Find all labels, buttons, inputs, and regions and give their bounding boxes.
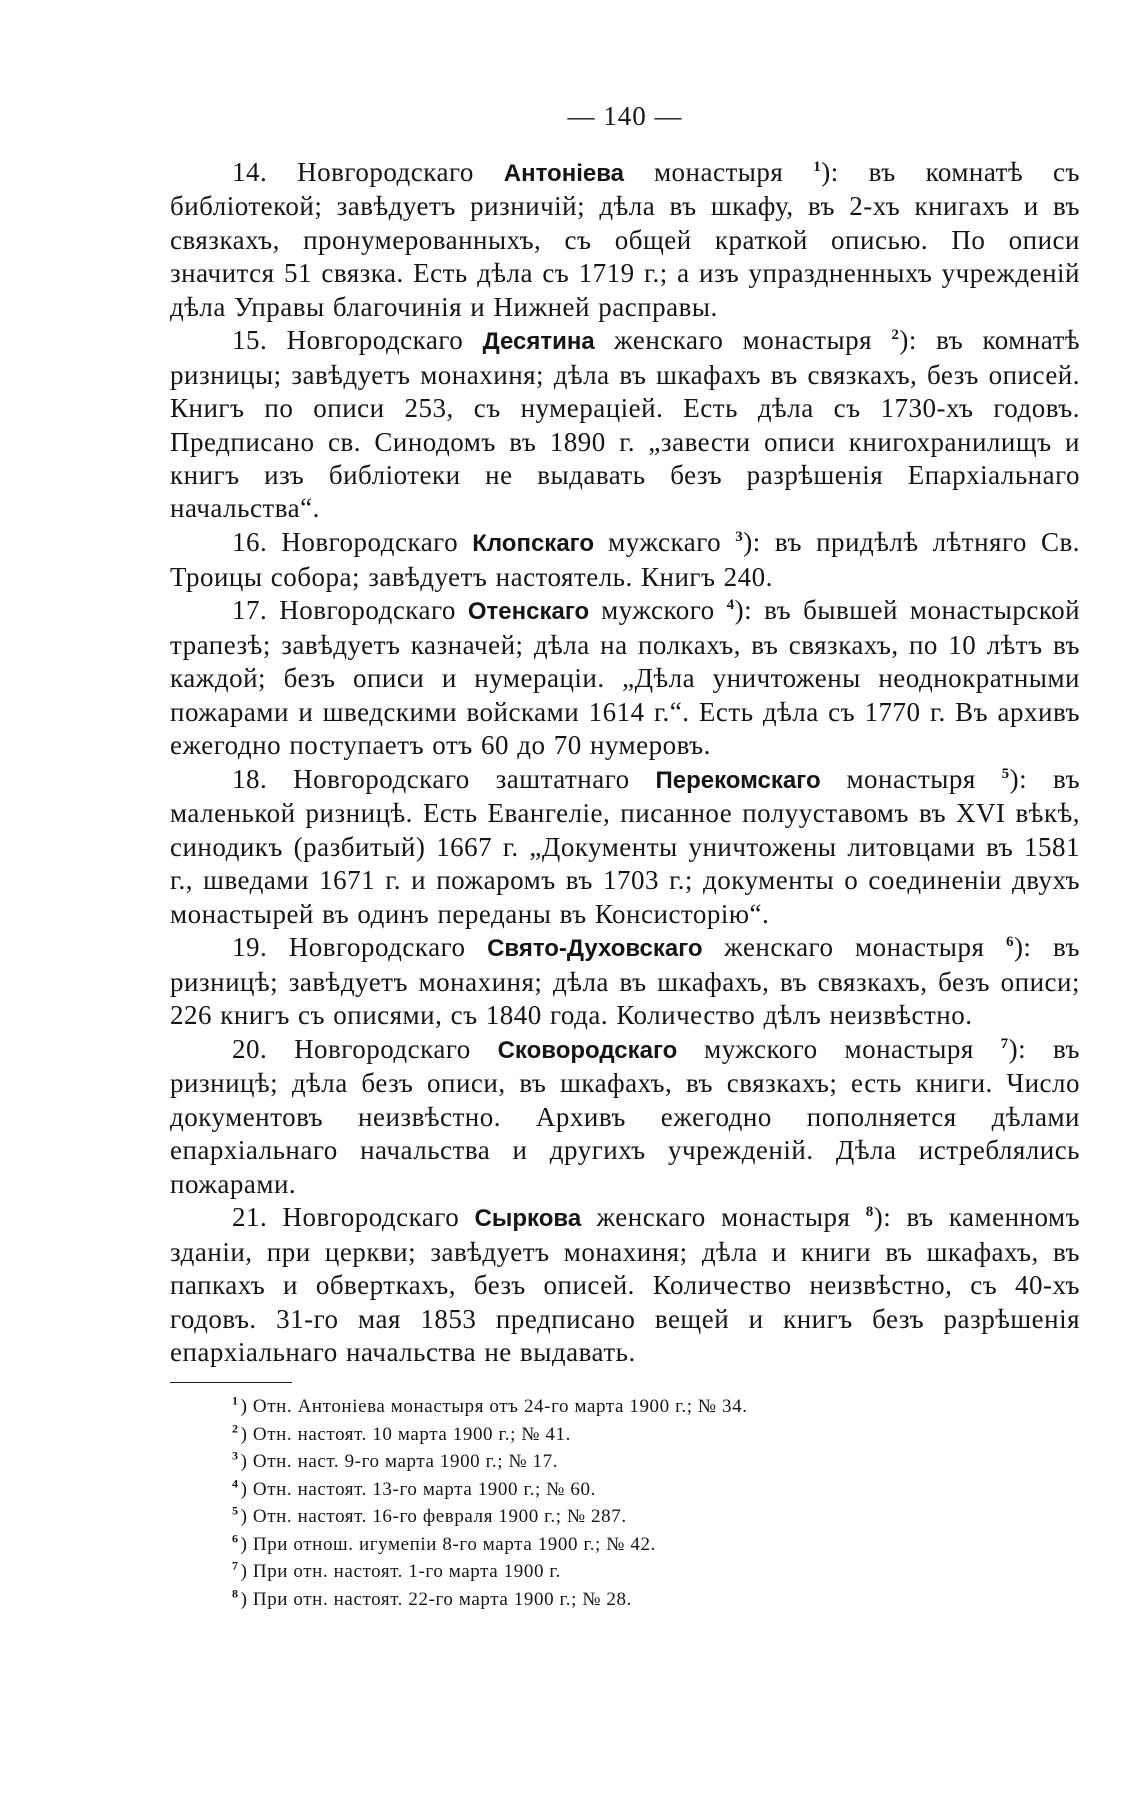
footnote-ref: 5	[1001, 765, 1010, 782]
entry-16	[170, 526, 1080, 594]
page-number: — 140 —	[567, 101, 683, 131]
entry-city: Новгородскаго	[288, 932, 466, 963]
monastery-kind: монастыря	[653, 157, 784, 187]
monastery-name: Перекомскаго	[655, 766, 821, 794]
footnote-8	[232, 1586, 1080, 1614]
footnote-ref: 3	[735, 529, 744, 546]
monastery-name: Антоніева	[503, 160, 625, 187]
footnote-3	[232, 1448, 1080, 1476]
entry-14	[170, 156, 1080, 324]
footnote-2	[232, 1421, 1080, 1449]
monastery-kind: женскаго монастыря	[614, 325, 873, 356]
entry-number: 14.	[232, 157, 268, 187]
footnote-ref: 1	[813, 159, 822, 175]
footnote-mark: 7	[232, 1559, 239, 1574]
footnote-mark: 3	[232, 1449, 239, 1464]
entry-city: Новгородскаго	[279, 595, 456, 626]
footnote-ref: 7	[1000, 1035, 1009, 1052]
entry-text: ): въ комнатѣ съ библіотекой; завѣдуетъ ризничій; дѣла въ шкафу, въ 2-хъ книгахъ и въ связкахъ, пронумерованныхъ, съ общей краткой описью. По описи значится 51 связка. Есть дѣла съ 1719 г.; а изъ упраздненныхъ учрежденій дѣла Управы благочинія и Нижней расправы.	[170, 157, 1080, 322]
entry-18	[170, 763, 1080, 931]
footnote-text: ) При отн. настоят. 1-го марта 1900 г.	[240, 1561, 562, 1583]
footnote-text: ) Отн. наст. 9-го марта 1900 г.; № 17.	[240, 1451, 559, 1473]
footnote-mark: 4	[232, 1476, 239, 1491]
footnote-ref: 4	[726, 597, 735, 614]
entry-city: Новгородскаго	[286, 325, 464, 356]
entry-city: Новгородскаго	[281, 527, 459, 558]
entry-text: ): въ маленькой ризницѣ. Есть Евангеліе, писанное полууставомъ въ XVI вѣкѣ, синодикъ (разбитый) 1667 г. „Документы уничтожены литовцами въ 1581 г., шведами 1671 г. и пожаромъ въ 1703 г.; документы о соединеніи двухъ монастырей въ одинъ переданы въ Консисторію“.	[170, 763, 1081, 929]
monastery-kind: мужского	[601, 595, 715, 626]
entry-21	[170, 1201, 1080, 1369]
monastery-name: Клопскаго	[472, 530, 594, 558]
monastery-name: Сыркова	[474, 1205, 582, 1233]
footnotes	[232, 1393, 1080, 1613]
footnote-mark: 6	[232, 1531, 239, 1546]
footnote-text: ) Отн. настоят. 13-го марта 1900 г.; № 60.	[240, 1478, 596, 1500]
footnote-mark: 2	[232, 1421, 239, 1436]
footnote-1	[232, 1393, 1080, 1421]
footnote-5	[232, 1503, 1080, 1531]
footnote-7	[232, 1558, 1080, 1586]
entry-number: 19.	[232, 932, 268, 963]
monastery-kind: мужскаго	[608, 527, 722, 558]
entry-text: ): въ ризницѣ; дѣла безъ описи, въ шкафахъ, въ связкахъ; есть книги. Число документовъ неизвѣстно. Архивъ ежегодно пополняется дѣлами епархіальнаго начальства и другихъ учрежденій. Дѣла истреблялись пожарами.	[170, 1033, 1080, 1199]
monastery-kind: женскаго монастыря	[724, 932, 985, 963]
monastery-name: Десятина	[482, 328, 595, 356]
monastery-name: Свято-Духовскаго	[487, 935, 703, 963]
footnote-mark: 5	[232, 1504, 239, 1519]
monastery-kind: женскаго монастыря	[596, 1202, 851, 1233]
footnote-ref: 2	[891, 327, 900, 344]
entry-number: 15.	[232, 325, 268, 356]
entry-text: ): въ каменномъ зданіи, при церкви; завѣдуетъ монахиня; дѣла и книги въ шкафахъ, въ папкахъ и обверткахъ, безъ описей. Количество неизвѣстно, съ 40-хъ годовъ. 31-го мая 1853 предписано вещей и книгъ безъ разрѣшенія епархіальнаго начальства не выдавать.	[170, 1202, 1081, 1367]
entry-number: 17.	[232, 595, 268, 626]
entry-city: Новгородскаго	[293, 763, 470, 794]
footnote-text: ) Отн. Антоніева монастыря отъ 24-го марта 1900 г.; № 34.	[240, 1396, 748, 1418]
footnote-text: ) Отн. настоят. 10 марта 1900 г.; № 41.	[240, 1423, 571, 1445]
footnote-text: ) Отн. настоят. 16-го февраля 1900 г.; № 287.	[240, 1506, 627, 1528]
footnote-mark: 8	[232, 1586, 239, 1601]
monastery-name: Отенскаго	[467, 598, 590, 626]
footnote-ref: 6	[1005, 934, 1014, 951]
entry-city: Новгородскаго	[297, 157, 474, 187]
footnote-text: ) При отн. настоят. 22-го марта 1900 г.; № 28.	[240, 1588, 632, 1610]
monastery-kind: монастыря	[846, 763, 976, 794]
entry-text: ): въ комнатѣ ризницы; завѣдуетъ монахиня; дѣла въ шкафахъ въ связкахъ, безъ описей. Книгъ по описи 253, съ нумераціей. Есть дѣла съ 1730-хъ годовъ. Предписано св. Синодомъ въ 1890 г. „завести описи книгохранилищъ и книгъ изъ библіотеки не выдавать безъ разрѣшенія Епархіальнаго начальства“.	[170, 325, 1081, 524]
entry-text: ): въ ризницѣ; завѣдуетъ монахиня; дѣла въ шкафахъ, въ связкахъ, безъ описи; 226 книгъ съ описями, съ 1840 года. Количество дѣлъ неизвѣстно.	[170, 932, 1081, 1031]
entry-15	[170, 324, 1080, 525]
entry-number: 18.	[232, 763, 268, 794]
footnote-ref: 8	[865, 1204, 874, 1221]
entry-number: 16.	[232, 527, 268, 558]
entry-number: 21.	[232, 1202, 268, 1233]
entry-city: Новгородскаго	[294, 1033, 471, 1064]
entry-city: Новгородскаго	[282, 1202, 460, 1233]
entry-number: 20.	[232, 1033, 268, 1064]
entry-text: ): въ придѣлѣ лѣтняго Св. Троицы собора; завѣдуетъ настоятель. Книгъ 240.	[170, 527, 1080, 592]
footnote-mark: 1	[232, 1394, 239, 1409]
entry-qualifier: заштатнаго	[495, 763, 630, 794]
entry-19	[170, 931, 1080, 1032]
entry-17	[170, 594, 1080, 762]
entries	[170, 156, 1080, 1369]
footnote-divider	[170, 1382, 292, 1383]
footnote-text: ) При отнош. игумепіи 8-го марта 1900 г.; № 42.	[240, 1533, 656, 1555]
entry-20	[170, 1033, 1080, 1201]
footnote-4	[232, 1476, 1080, 1504]
document-page	[170, 96, 1080, 1613]
monastery-kind: мужского монастыря	[704, 1033, 974, 1064]
entry-text: ): въ бывшей монастырской трапезѣ; завѣдуетъ казначей; дѣла на полкахъ, въ связкахъ, по 10 лѣтъ въ каждой; безъ описи и нумераціи. „Дѣла уничтожены неоднократными пожарами и шведскими войсками 1614 г.“. Есть дѣла съ 1770 г. Въ архивъ ежегодно поступаетъ отъ 60 до 70 нумеровъ.	[170, 595, 1081, 761]
monastery-name: Сковородскаго	[497, 1036, 678, 1064]
footnote-6	[232, 1531, 1080, 1559]
